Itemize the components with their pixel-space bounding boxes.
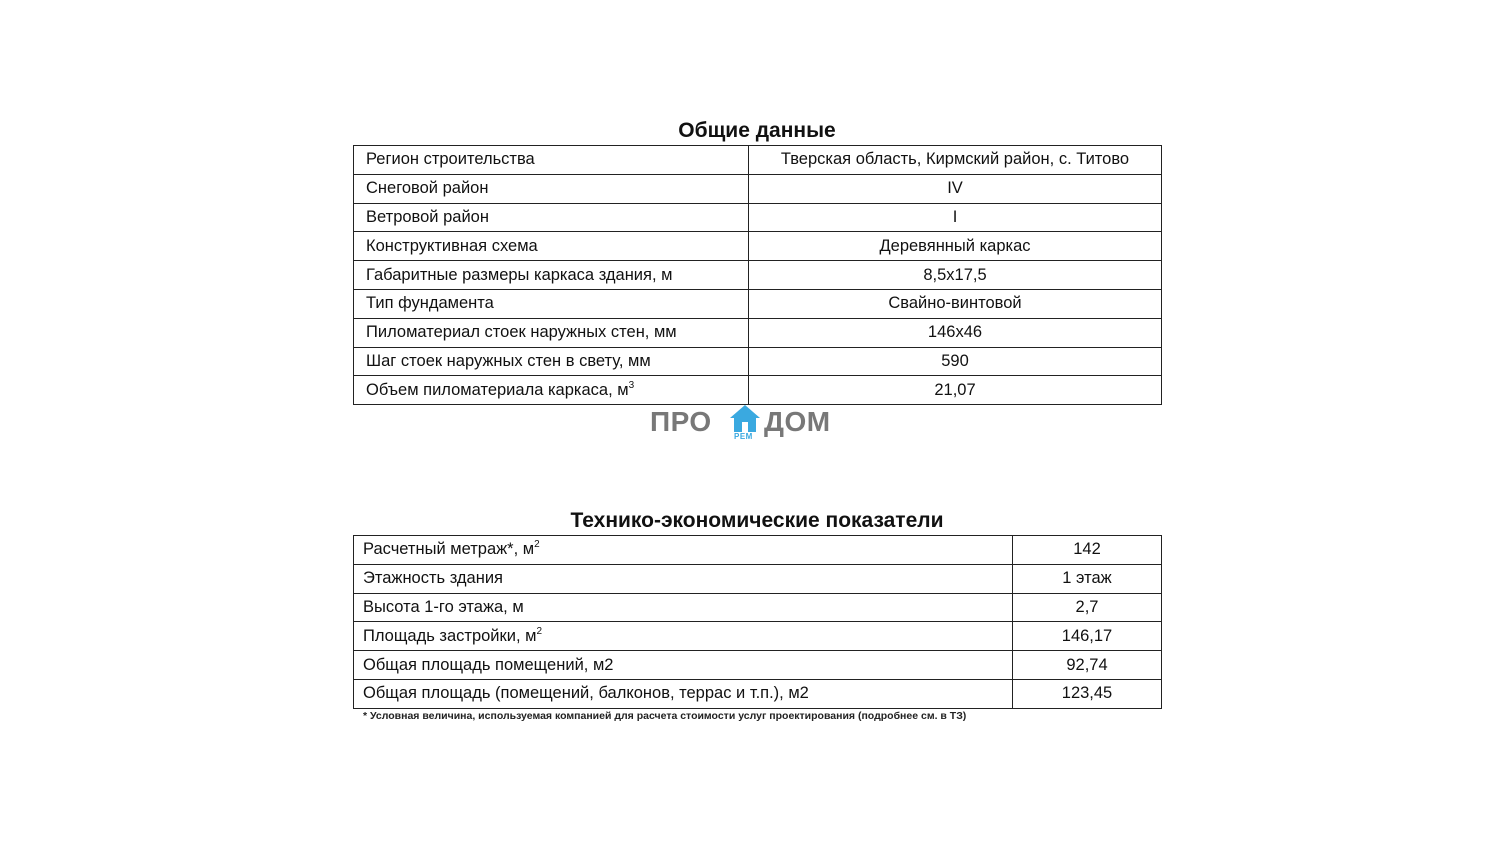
table-row	[354, 564, 1162, 593]
table-row	[354, 203, 1162, 232]
row-label: Регион строительства	[354, 146, 749, 175]
pro-dom-logo	[650, 404, 860, 444]
table-row	[354, 261, 1162, 290]
table-row	[354, 318, 1162, 347]
row-label-text: Площадь застройки, м	[363, 626, 537, 645]
unit-superscript: 2	[536, 625, 543, 637]
tech-indicators-title: Технико-экономические показатели	[570, 509, 944, 532]
house-icon	[729, 404, 761, 434]
row-label-text: Объем пиломатериала каркаса, м	[366, 380, 629, 399]
row-label: Тип фундамента	[354, 289, 749, 318]
unit-superscript: 3	[628, 379, 635, 391]
logo-text-left: ПРО	[650, 406, 712, 437]
tech-indicators-table	[353, 535, 1162, 709]
row-value: 590	[749, 347, 1162, 376]
row-value: 142	[1013, 536, 1162, 565]
footnote: * Условная величина, используемая компанией для расчета стоимости услуг проектирования (подробнее см. в ТЗ)	[363, 710, 967, 722]
row-label: Шаг стоек наружных стен в свету, мм	[354, 347, 749, 376]
row-value: Свайно-винтовой	[749, 289, 1162, 318]
table-row	[354, 651, 1162, 680]
row-label: Ветровой район	[354, 203, 749, 232]
general-data-title: Общие данные	[678, 119, 836, 142]
table-row	[354, 376, 1162, 405]
row-label: Этажность здания	[354, 564, 1013, 593]
table-row	[354, 593, 1162, 622]
logo-sub-text: РЕМ	[734, 432, 753, 441]
row-value: 146х46	[749, 318, 1162, 347]
row-value: Деревянный каркас	[749, 232, 1162, 261]
general-data-table	[353, 145, 1162, 405]
row-label: Снеговой район	[354, 174, 749, 203]
row-label: Высота 1-го этажа, м	[354, 593, 1013, 622]
row-value: 1 этаж	[1013, 564, 1162, 593]
row-label: Габаритные размеры каркаса здания, м	[354, 261, 749, 290]
logo-text-right: ДОМ	[764, 406, 831, 437]
row-label: Пиломатериал стоек наружных стен, мм	[354, 318, 749, 347]
table-row	[354, 174, 1162, 203]
table-row	[354, 289, 1162, 318]
table-row	[354, 536, 1162, 565]
row-label: Общая площадь помещений, м2	[354, 651, 1013, 680]
row-value: 123,45	[1013, 679, 1162, 708]
row-value: 8,5х17,5	[749, 261, 1162, 290]
table-row	[354, 347, 1162, 376]
row-label	[354, 536, 1013, 565]
row-value: 2,7	[1013, 593, 1162, 622]
row-label-text: Расчетный метраж*, м	[363, 540, 535, 559]
unit-superscript: 2	[534, 539, 540, 551]
row-value: Тверская область, Кирмский район, с. Титово	[749, 146, 1162, 175]
row-label: Общая площадь (помещений, балконов, террас и т.п.), м2	[354, 679, 1013, 708]
table-row	[354, 622, 1162, 651]
table-row	[354, 146, 1162, 175]
row-value: 92,74	[1013, 651, 1162, 680]
row-value: 21,07	[749, 376, 1162, 405]
row-value: IV	[749, 174, 1162, 203]
row-label	[354, 622, 1013, 651]
row-value: I	[749, 203, 1162, 232]
row-value: 146,17	[1013, 622, 1162, 651]
table-row	[354, 232, 1162, 261]
row-label: Конструктивная схема	[354, 232, 749, 261]
table-row	[354, 679, 1162, 708]
row-label	[354, 376, 749, 405]
